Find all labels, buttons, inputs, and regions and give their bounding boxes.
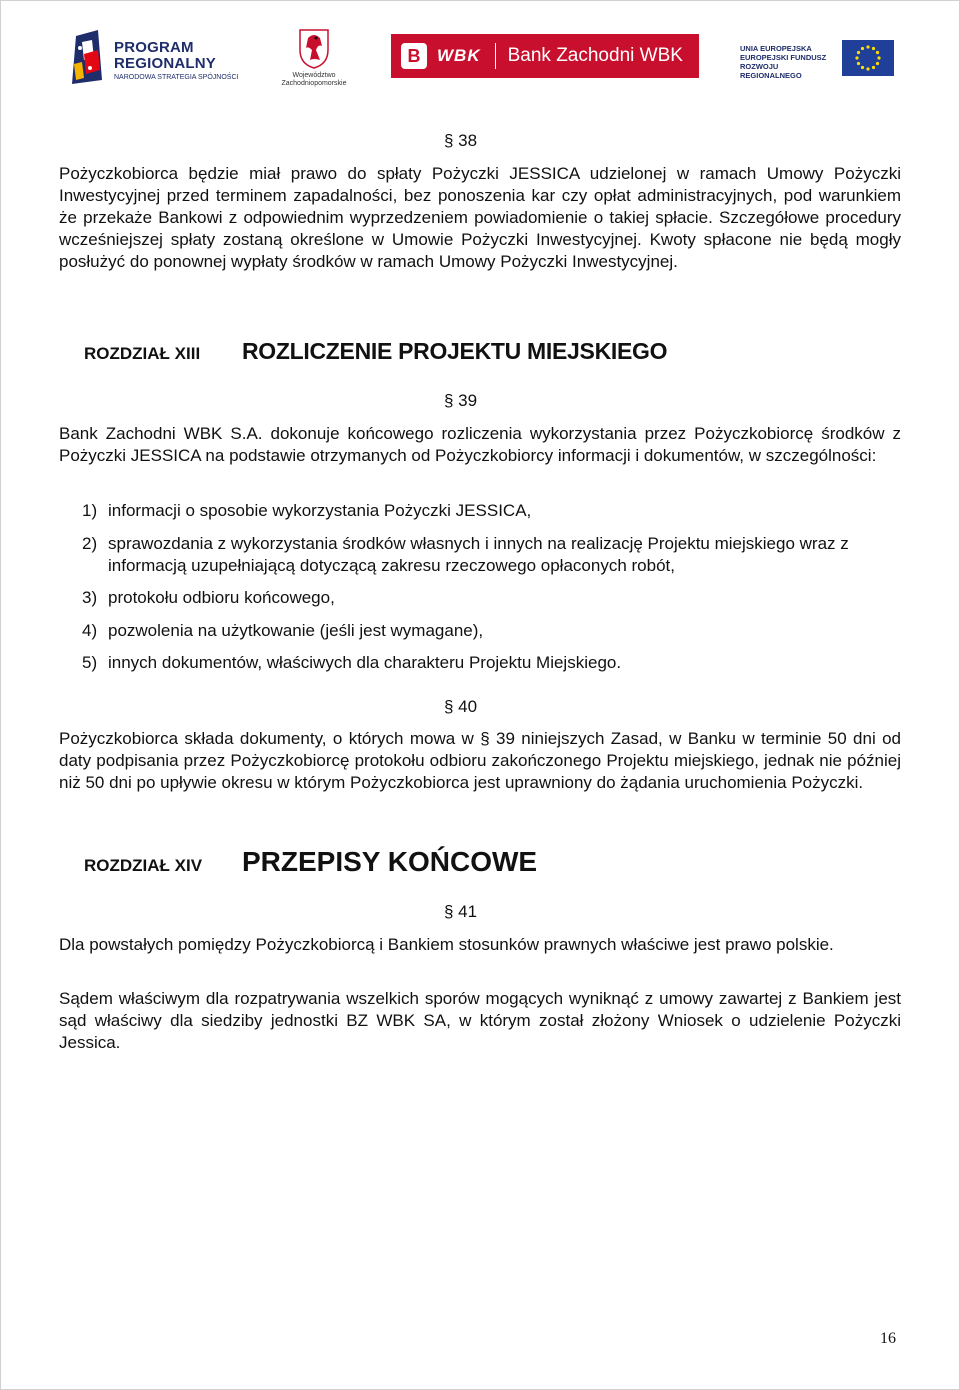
list-item-3-text: protokołu odbioru końcowego, xyxy=(108,588,335,607)
voivodeship-logo xyxy=(276,28,352,88)
eu-line1: UNIA EUROPEJSKA xyxy=(740,44,812,53)
section-40-mark: § 40 xyxy=(444,697,478,716)
chapter-14-heading xyxy=(84,846,537,878)
section-41-text-1: Dla powstałych pomiędzy Pożyczkobiorcą i Bankiem stosunków prawnych właściwe jest prawo polskie. xyxy=(59,935,834,954)
list-item-4-number: 4) xyxy=(82,621,98,640)
list-item-3 xyxy=(82,587,902,609)
list-item-5 xyxy=(82,652,902,674)
program-logo-line1: PROGRAM xyxy=(114,39,194,56)
list-item-3-number: 3) xyxy=(82,588,98,607)
section-41-mark: § 41 xyxy=(444,902,478,921)
program-regionalny-emblem-icon xyxy=(68,28,112,86)
program-logo-subtitle: NARODOWA STRATEGIA SPÓJNOŚCI xyxy=(114,74,239,81)
eu-fund-logo xyxy=(740,30,896,86)
bank-logo-divider xyxy=(495,43,496,69)
list-item-5-number: 5) xyxy=(82,653,98,672)
header-logos xyxy=(0,22,960,92)
list-item-2-text: sprawozdania z wykorzystania środków własnych i innych na realizację Projektu miejskiego wraz z informacją uzupełniającą dotyczącą zakresu rzeczowego opłaconych robót, xyxy=(108,534,849,575)
chapter-14-title: PRZEPISY KOŃCOWE xyxy=(242,846,538,877)
wbk-wordmark: WBK xyxy=(437,46,481,65)
section-39-mark: § 39 xyxy=(444,391,478,410)
list-item-1-text: informacji o sposobie wykorzystania Pożyczki JESSICA, xyxy=(108,501,532,520)
bank-name: Bank Zachodni WBK xyxy=(507,45,683,66)
bz-mark-icon: B xyxy=(401,43,427,69)
list-item-1-number: 1) xyxy=(82,501,98,520)
list-item-5-text: innych dokumentów, właściwych dla charakteru Projektu Miejskiego. xyxy=(108,653,622,672)
section-41-text-2: Sądem właściwym dla rozpatrywania wszelkich sporów mogących wyniknąć z umowy zawartej z Bankiem jest sąd właściwy dla siedziby jednostki BZ WBK SA, w którym został złożony Wniosek o udzielenie Pożyczki Jessica. xyxy=(59,989,901,1052)
section-38-text: Pożyczkobiorca będzie miał prawo do spłaty Pożyczki JESSICA udzielonej w ramach Umowy Pożyczki Inwestycyjnej przed terminem zapadalności, bez ponoszenia kar czy opłat administracyjnych, pod warunkiem że przekaże Bankowi z odpowiednim wyprzedzeniem powiadomienie o takiej spłacie. Szczegółowe procedury wcześniejszej spłaty zostaną określone w Umowie Pożyczki Inwestycyjnej. Kwoty spłacone nie będą mogły posłużyć do ponownej wypłaty środków w ramach Umowy Pożyczki Inwestycyjnej. xyxy=(59,164,901,271)
program-logo-line2: REGIONALNY xyxy=(114,55,217,72)
eu-line3: ROZWOJU REGIONALNEGO xyxy=(740,62,802,80)
list-item-2-number: 2) xyxy=(82,534,98,553)
griffin-crest-icon xyxy=(276,28,352,70)
list-item-4-text: pozwolenia na użytkowanie (jeśli jest wymagane), xyxy=(108,621,484,640)
eu-line2: EUROPEJSKI FUNDUSZ xyxy=(740,53,827,62)
eu-flag-icon xyxy=(842,40,894,76)
chapter-13-heading xyxy=(84,338,667,365)
list-item-2 xyxy=(82,533,902,577)
chapter-14-label: ROZDZIAŁ XIV xyxy=(84,856,203,875)
section-39-text: Bank Zachodni WBK S.A. dokonuje końcowego rozliczenia wykorzystania przez Pożyczkobiorcę środków z Pożyczki JESSICA na podstawie otrzymanych od Pożyczkobiorcy informacji i dokumentów, w szczególności: xyxy=(59,424,901,465)
list-item-4 xyxy=(82,620,902,642)
chapter-13-title: ROZLICZENIE PROJEKTU MIEJSKIEGO xyxy=(242,338,668,364)
section-38-mark: § 38 xyxy=(444,131,478,150)
voivodeship-line2: Zachodniopomorskie xyxy=(281,80,347,87)
list-item-1 xyxy=(82,500,902,522)
page-number: 16 xyxy=(880,1330,896,1347)
section-40-text: Pożyczkobiorca składa dokumenty, o których mowa w § 39 niniejszych Zasad, w Banku w terminie 50 dni od daty podpisania przez Pożyczkobiorcę protokołu odbioru zakończonego Projektu miejskiego, jednak nie później niż 50 dni po upływie okresu w którym Pożyczkobiorca jest uprawniony do żądania uruchomienia Pożyczki. xyxy=(59,729,901,792)
voivodeship-line1: Województwo xyxy=(292,72,336,79)
chapter-13-label: ROZDZIAŁ XIII xyxy=(84,344,201,363)
program-regionalny-logo xyxy=(68,28,238,86)
bank-zachodni-wbk-logo xyxy=(391,34,699,78)
